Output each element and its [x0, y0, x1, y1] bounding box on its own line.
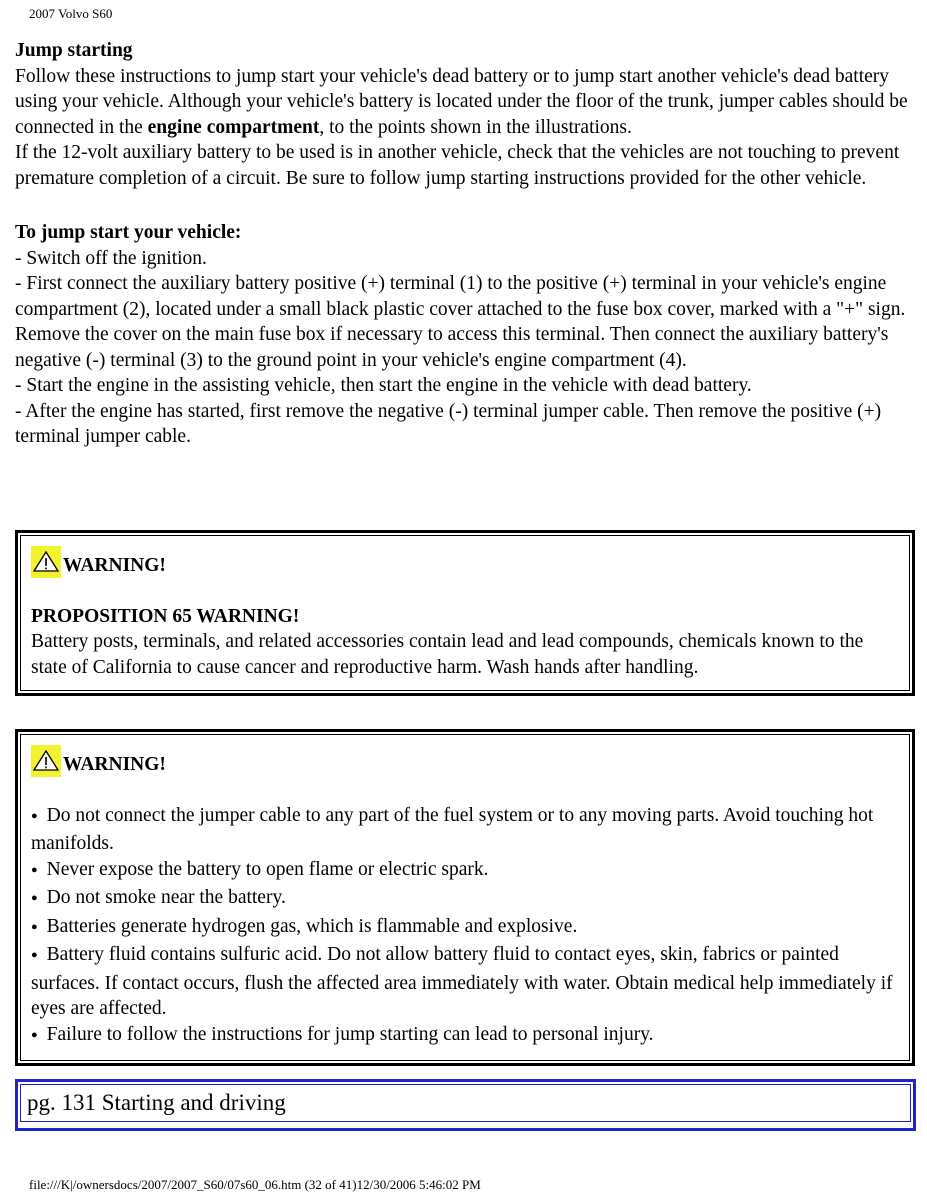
intro-text-a: Follow these instructions to jump start your vehicle's dead battery or to jump start another vehicle's dead battery using your vehicle. Although your vehicle's battery is located under the floor of the trunk, jumper cables should be connected in the	[15, 65, 908, 138]
warning-bullet-item: ● Do not connect the jumper cable to any part of the fuel system or to any moving parts. Avoid touching hot manifolds.	[31, 803, 899, 857]
warning-bullet-item: ● Batteries generate hydrogen gas, which is flammable and explosive.	[31, 914, 899, 943]
warning-box-jump-start	[15, 729, 915, 1066]
auxiliary-battery-paragraph: If the 12-volt auxiliary battery to be used is in another vehicle, check that the vehicles are not touching to prevent premature completion of a circuit. Be sure to follow jump starting instructions provided for the other vehicle.	[15, 142, 900, 189]
warning-header	[31, 741, 899, 777]
page-nav-link-box[interactable]	[15, 1079, 916, 1131]
intro-text-bold: engine compartment	[147, 116, 320, 138]
steps-title: To jump start your vehicle:	[15, 222, 242, 243]
step-1: - Switch off the ignition.	[15, 247, 207, 269]
warning-text: Battery posts, terminals, and related accessories contain lead and lead compounds, chemicals known to the state of California to cause cancer and reproductive harm. Wash hands after handling.	[31, 631, 864, 678]
warning-bullet-item: ● Battery fluid contains sulfuric acid. Do not allow battery fluid to contact eyes, skin, fabrics or painted surfaces. If contact occurs, flush the affected area immediately with water. Obtain medical help immediately if eyes are affected.	[31, 942, 899, 1022]
warning-triangle-icon	[31, 745, 61, 777]
section-title: Jump starting	[15, 40, 133, 61]
intro-text-b: , to the points shown in the illustrations.	[319, 116, 632, 138]
warning-bullet-item: ● Do not smoke near the battery.	[31, 885, 899, 914]
step-2: - First connect the auxiliary battery positive (+) terminal (1) to the positive (+) terminal in your vehicle's engine compartment (2), located under a small black plastic cover attached to the fuse box cover, marked with a "+" sign. Remove the cover on the main fuse box if necessary to access this terminal. Then connect the auxiliary battery's negative (-) terminal (3) to the ground point in your vehicle's engine compartment (4).	[15, 273, 906, 371]
warning-subtitle: PROPOSITION 65 WARNING!	[31, 605, 300, 627]
jump-starting-section	[15, 38, 915, 450]
warning-header	[31, 542, 899, 578]
step-4: - After the engine has started, first remove the negative (-) terminal jumper cable. Then remove the positive (+) terminal jumper cable.	[15, 400, 882, 447]
intro-paragraph	[15, 64, 915, 141]
warning-bullet-item: ● Failure to follow the instructions for jump starting can lead to personal injury.	[31, 1022, 899, 1051]
warning-label: WARNING!	[63, 753, 166, 775]
warning-bullet-item: ● Never expose the battery to open flame or electric spark.	[31, 857, 899, 886]
page-nav-link[interactable]: pg. 131 Starting and driving	[20, 1084, 911, 1122]
warning-triangle-icon	[31, 546, 61, 578]
warning-box-proposition-65	[15, 530, 915, 696]
file-path-footer: file:///K|/ownersdocs/2007/2007_S60/07s60_06.htm (32 of 41)12/30/2006 5:46:02 PM	[29, 1177, 481, 1192]
document-header-title: 2007 Volvo S60	[29, 6, 113, 21]
step-3: - Start the engine in the assisting vehicle, then start the engine in the vehicle with dead battery.	[15, 375, 752, 396]
warning-label: WARNING!	[63, 554, 166, 576]
